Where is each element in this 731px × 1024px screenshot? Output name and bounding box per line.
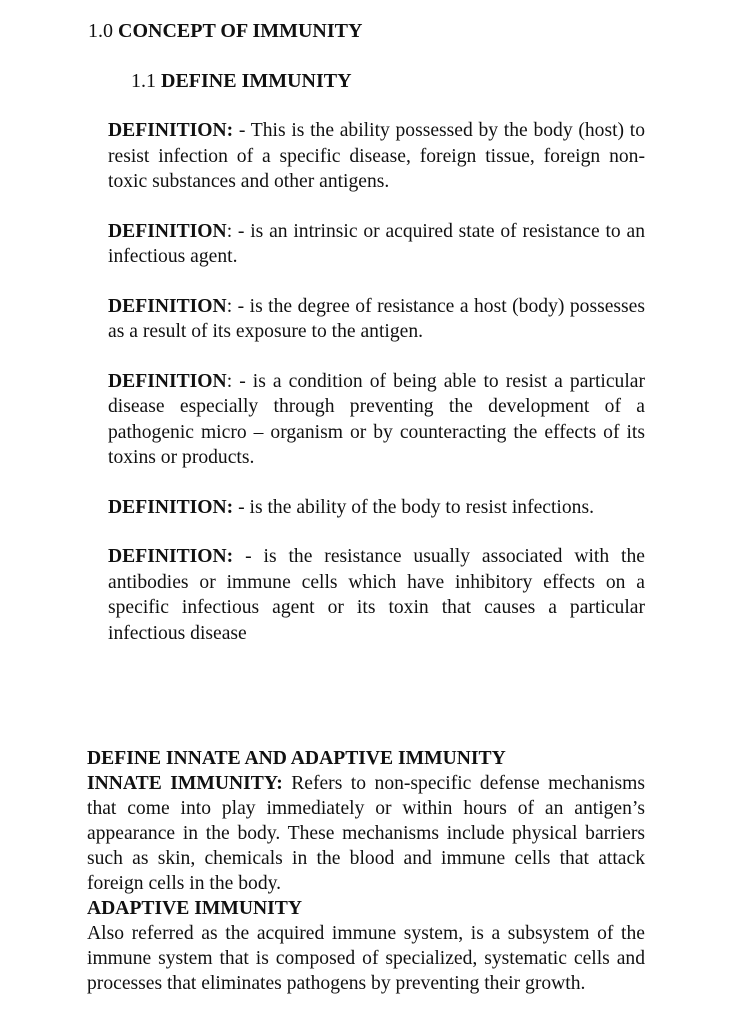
- definition-text: - This is the ability possessed by the body (host) to resist infection of a specific disease, foreign tissue, foreign non-toxic substances and other antigens.: [108, 120, 645, 192]
- subsection-title: DEFINE IMMUNITY: [161, 70, 352, 92]
- section-2-title: DEFINE INNATE AND ADAPTIVE IMMUNITY: [87, 748, 506, 769]
- innate-immunity-label: INNATE IMMUNITY:: [87, 773, 283, 794]
- definition-label: DEFINITION:: [108, 546, 234, 567]
- definition-paragraph: [108, 544, 645, 646]
- subsection-heading: [131, 69, 352, 93]
- adaptive-immunity-title: ADAPTIVE IMMUNITY: [87, 898, 302, 919]
- definition-label: DEFINITION: [108, 295, 227, 317]
- definition-label: DEFINITION: [108, 370, 227, 392]
- definition-label: DEFINITION: [108, 220, 227, 242]
- section-title: CONCEPT OF IMMUNITY: [118, 20, 363, 42]
- definition-paragraph: [108, 495, 645, 521]
- definition-label: DEFINITION:: [108, 120, 234, 141]
- section-number: 1.0: [88, 20, 113, 42]
- definition-paragraph: [108, 118, 645, 195]
- definition-list: [108, 118, 645, 670]
- definition-paragraph: [108, 294, 645, 345]
- innate-immunity-paragraph: [87, 771, 645, 896]
- innate-adaptive-section: [87, 746, 645, 996]
- definition-text: : - is an intrinsic or acquired state of resistance to an infectious agent.: [108, 220, 645, 267]
- definition-text: : - is the degree of resistance a host (body) possesses as a result of its exposure to the antigen.: [108, 295, 645, 342]
- definition-paragraph: [108, 369, 645, 471]
- definition-text: - is the ability of the body to resist infections.: [233, 496, 594, 518]
- definition-text: : - is a condition of being able to resist a particular disease especially through preventing the development of a pathogenic micro – organism or by counteracting the effects of its toxins or products.: [108, 370, 645, 468]
- definition-text: - is the resistance usually associated with the antibodies or immune cells which have inhibitory effects on a specific infectious agent or its toxin that causes a particular infectious disease: [108, 546, 645, 644]
- section-heading: [88, 19, 362, 43]
- definition-paragraph: [108, 219, 645, 270]
- adaptive-immunity-paragraph: Also referred as the acquired immune system, is a subsystem of the immune system that is composed of specialized, systematic cells and processes that eliminates pathogens by preventing their growth.: [87, 923, 645, 994]
- subsection-number: 1.1: [131, 70, 156, 92]
- definition-label: DEFINITION:: [108, 496, 234, 518]
- innate-immunity-text: Refers to non-specific defense mechanisms that come into play immediately or within hours of an antigen’s appearance in the body. These mechanisms include physical barriers such as skin, chemicals in the blood and immune cells that attack foreign cells in the body.: [87, 773, 645, 894]
